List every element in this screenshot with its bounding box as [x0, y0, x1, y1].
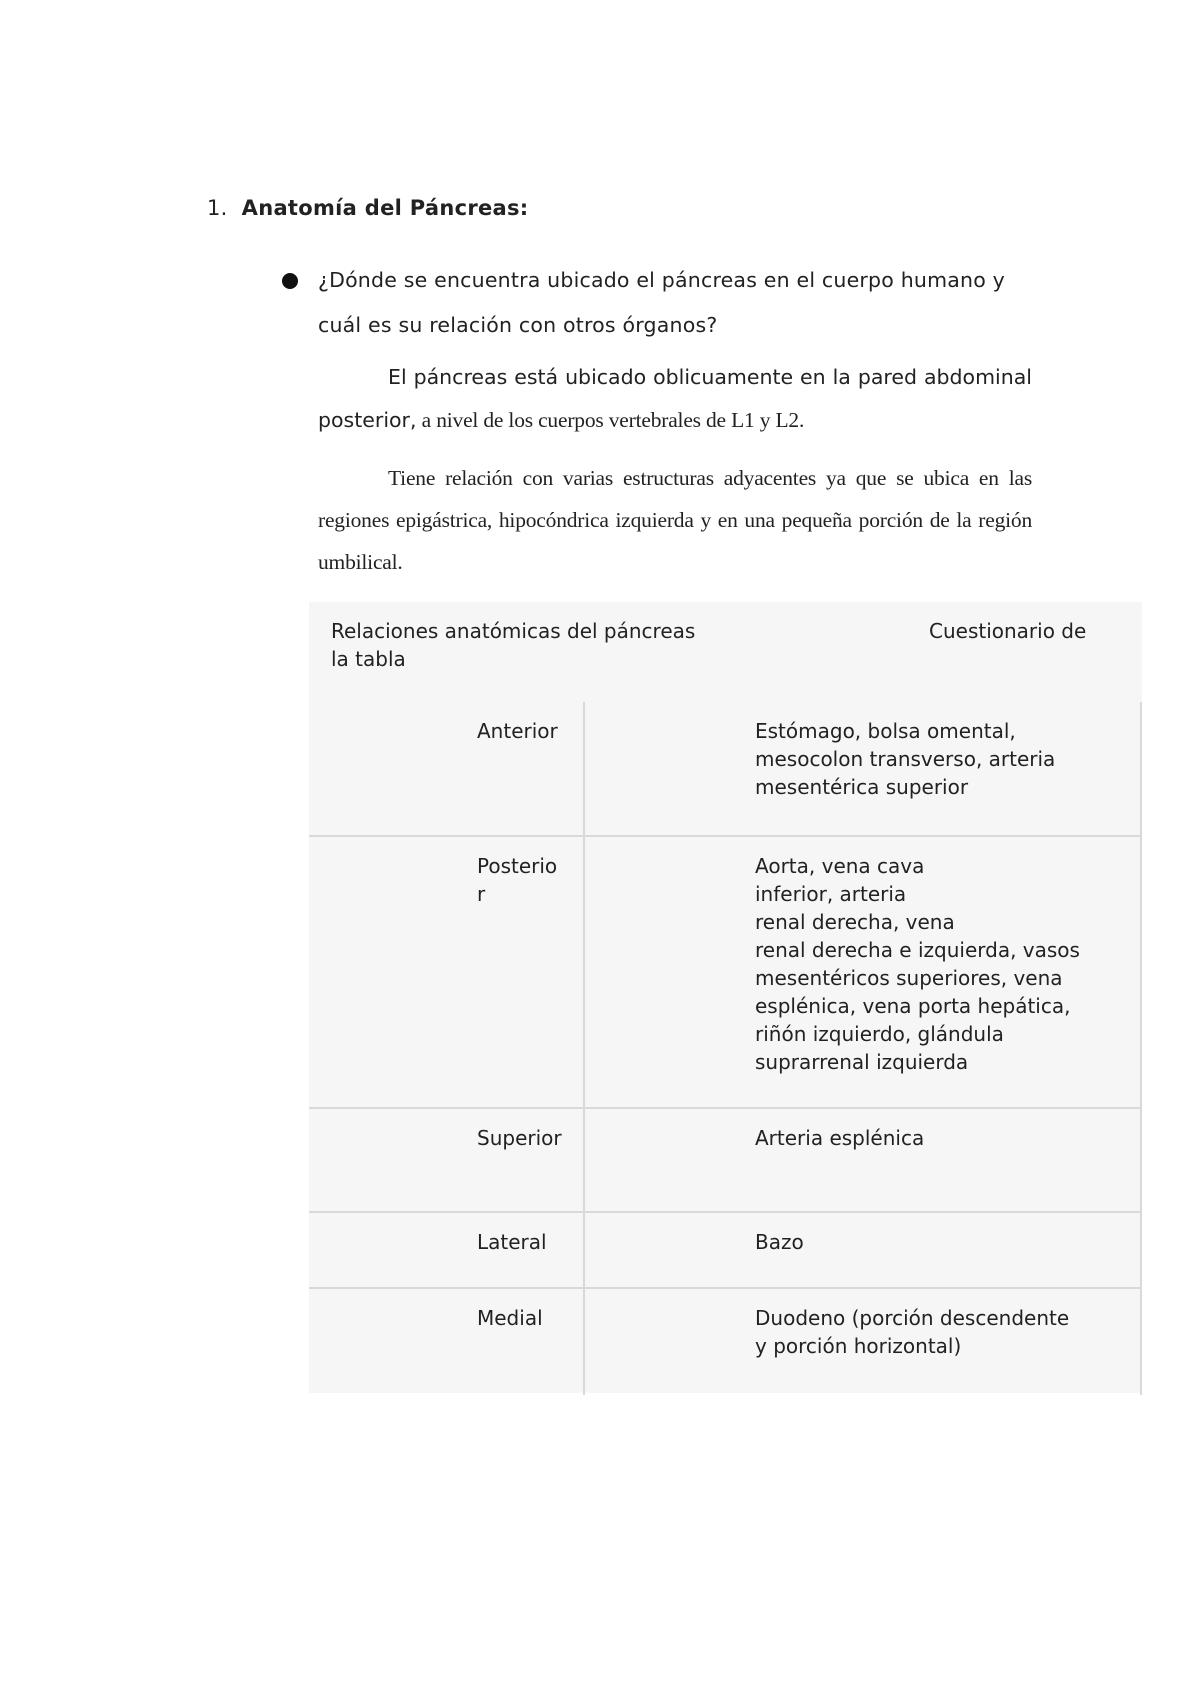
relations-cell [585, 702, 1142, 835]
table-header-left [331, 617, 891, 673]
position-label: Posterior [477, 854, 558, 906]
table-header-right: Cuestionario de [929, 619, 1087, 643]
table-row [309, 702, 1142, 835]
table-header [309, 602, 1142, 702]
position-cell [309, 837, 585, 1107]
answer-paragraph-1-sans: El páncreas está ubicado oblicuamente en la pared abdominal posterior, [318, 365, 1032, 432]
relations-cell [585, 837, 1142, 1107]
table-row [309, 835, 1142, 1107]
question-text: ¿Dónde se encuentra ubicado el páncreas en el cuerpo humano y cuál es su relación con otros órganos? [318, 268, 1006, 337]
relations-cell [585, 1109, 1142, 1211]
relations-text: Estómago, bolsa omental, mesocolon transverso, arteria mesentérica superior [755, 719, 1056, 799]
section-heading [207, 196, 529, 220]
position-label: Superior [477, 1126, 562, 1150]
table-row [309, 1107, 1142, 1211]
relations-text: Arteria esplénica [755, 1126, 925, 1150]
position-cell [309, 1109, 585, 1211]
section-title: Anatomía del Páncreas: [241, 196, 529, 220]
section-number: 1. [207, 196, 228, 220]
answer-paragraph-1 [318, 356, 1032, 442]
relations-text: Bazo [755, 1230, 804, 1254]
position-label: Medial [477, 1306, 543, 1330]
bullet-icon [282, 273, 298, 289]
position-label: Lateral [477, 1230, 547, 1254]
position-cell [309, 1213, 585, 1287]
answer-paragraph-2 [318, 457, 1032, 583]
relations-text: Aorta, vena cava inferior, arteria renal derecha, vena renal derecha e izquierda, vasos mesentéricos superiores, vena esplénica, vena porta hepática, riñón izquierdo, glándula suprarrenal izquierda [755, 854, 1080, 1074]
table-header-left-text: Relaciones anatómicas del páncreas [331, 619, 696, 643]
position-label: Anterior [477, 719, 558, 743]
position-cell [309, 702, 585, 835]
relations-table [309, 602, 1142, 1393]
answer-paragraph-1-serif: a nivel de los cuerpos vertebrales de L1 y L2. [416, 408, 805, 432]
answer-paragraph-2-text: Tiene relación con varias estructuras adyacentes ya que se ubica en las regiones epigástrica, hipocóndrica izquierda y en una pequeña porción de la región umbilical. [318, 466, 1032, 574]
relations-cell [585, 1289, 1142, 1395]
position-cell [309, 1289, 585, 1395]
table-row [309, 1287, 1142, 1395]
table-header-left-text-2: la tabla [331, 647, 406, 671]
table-row [309, 1211, 1142, 1287]
relations-cell [585, 1213, 1142, 1287]
relations-text: Duodeno (porción descendente y porción horizontal) [755, 1306, 1070, 1358]
